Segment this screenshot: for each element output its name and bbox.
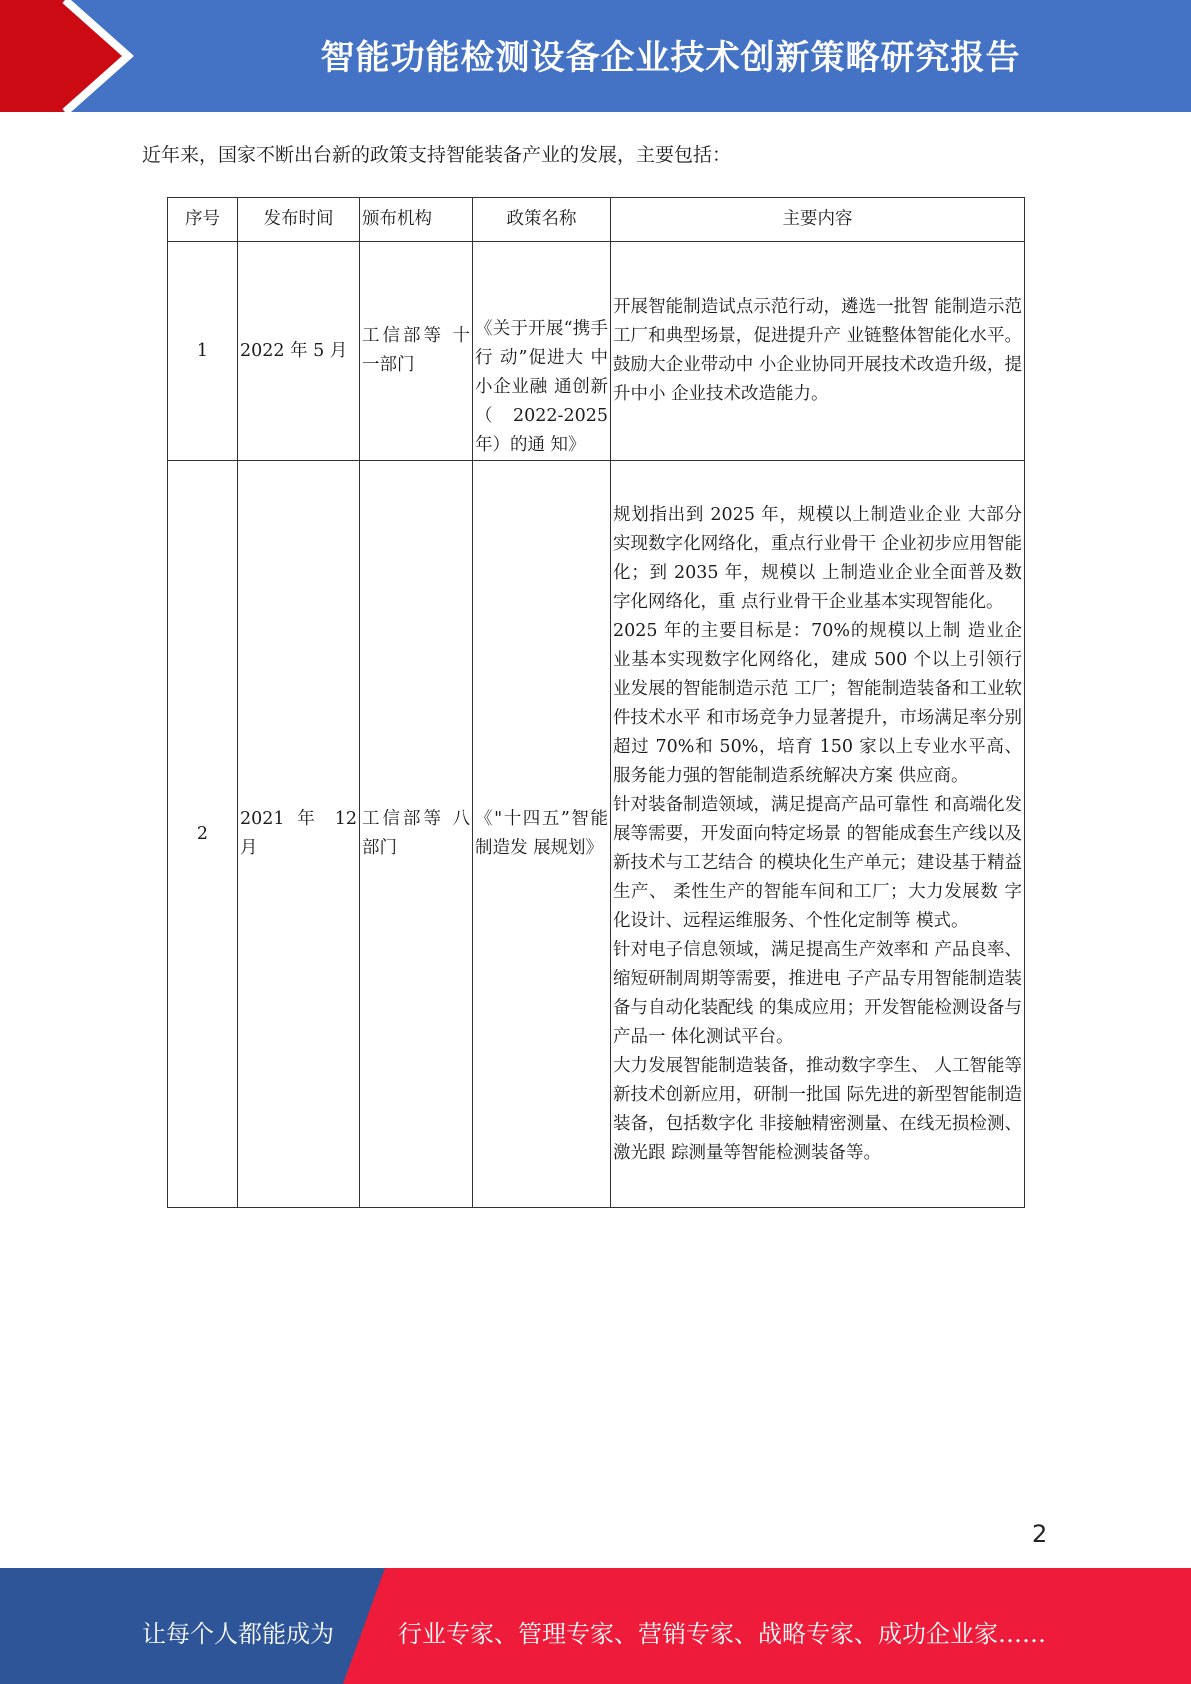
- cell-agency: 工信部等 十一部门: [360, 242, 473, 461]
- intro-paragraph: 近年来，国家不断出台新的政策支持智能装备产业的发展，主要包括：: [142, 144, 732, 166]
- policy-table: [167, 197, 1025, 1208]
- cell-agency: 工信部等 八部门: [360, 461, 473, 1208]
- table-header-row: [168, 198, 1025, 242]
- header-policy: 政策名称: [473, 198, 611, 242]
- cell-content: [611, 461, 1025, 1208]
- footer-slogan-right: 行业专家、管理专家、营销专家、战略专家、成功企业家……: [398, 1620, 1046, 1648]
- header-arrow-decoration: [0, 0, 160, 112]
- cell-no: 1: [168, 242, 238, 461]
- cell-content: [611, 242, 1025, 461]
- cell-policy: 《"十四五”智能制造发 展规划》: [473, 461, 611, 1208]
- header-content: 主要内容: [611, 198, 1025, 242]
- content-paragraph: 2025 年的主要目标是：70%的规模以上制 造业企业基本实现数字化网络化，建成 500 个以上引领行业发展的智能制造示范 工厂；智能制造装备和工业软件技术水平 和市场竞争力显著提升，市场满足率分别 超过 70%和 50%，培育 150 家以上专业水平高、服务能力强的智能制造系统解决方案 供应商。: [613, 620, 1022, 786]
- content-paragraph: 针对装备制造领域，满足提高产品可靠性 和高端化发展等需要，开发面向特定场景 的智能成套生产线以及新技术与工艺结合 的模块化生产单元；建设基于精益生产、 柔性生产的智能车间和工厂；大力发展数 字化设计、远程运维服务、个性化定制等 模式。: [613, 794, 1022, 931]
- cell-policy: 《关于开展“携手行 动”促进大 中小企业融 通创新（ 2022-2025 年）的通 知》: [473, 242, 611, 461]
- content-paragraph: 规划指出到 2025 年，规模以上制造业企业 大部分实现数字化网络化，重点行业骨干 企业初步应用智能化；到 2035 年，规模以 上制造业企业全面普及数字化网络化，重 点行业骨干企业基本实现智能化。: [613, 504, 1022, 612]
- cell-date: 2022 年 5 月: [238, 242, 360, 461]
- cell-no: 2: [168, 461, 238, 1208]
- header-no: 序号: [168, 198, 238, 242]
- header-agency: 颁布机构: [360, 198, 473, 242]
- page-number: 2: [1032, 1520, 1048, 1548]
- report-title: 智能功能检测设备企业技术创新策略研究报告: [320, 37, 1021, 78]
- content-paragraph: 针对电子信息领域，满足提高生产效率和 产品良率、缩短研制周期等需要，推进电 子产品专用智能制造装备与自动化装配线 的集成应用；开发智能检测设备与产品一 体化测试平台。: [613, 939, 1022, 1047]
- content-paragraph: 开展智能制造试点示范行动，遴选一批智 能制造示范工厂和典型场景，促进提升产 业链整体智能化水平。鼓励大企业带动中 小企业协同开展技术改造升级，提升中小 企业技术改造能力。: [613, 297, 1022, 404]
- footer-slogan-left: 让每个人都能成为: [142, 1620, 334, 1648]
- cell-date: 2021 年 12 月: [238, 461, 360, 1208]
- content-paragraph: 大力发展智能制造装备，推动数字孪生、 人工智能等新技术创新应用，研制一批国 际先进的新型智能制造装备，包括数字化 非接触精密测量、在线无损检测、激光跟 踪测量等智能检测装备等。: [613, 1055, 1022, 1163]
- header-banner: [0, 0, 1191, 112]
- table-row: [168, 242, 1025, 461]
- table-row: [168, 461, 1025, 1208]
- header-date: 发布时间: [238, 198, 360, 242]
